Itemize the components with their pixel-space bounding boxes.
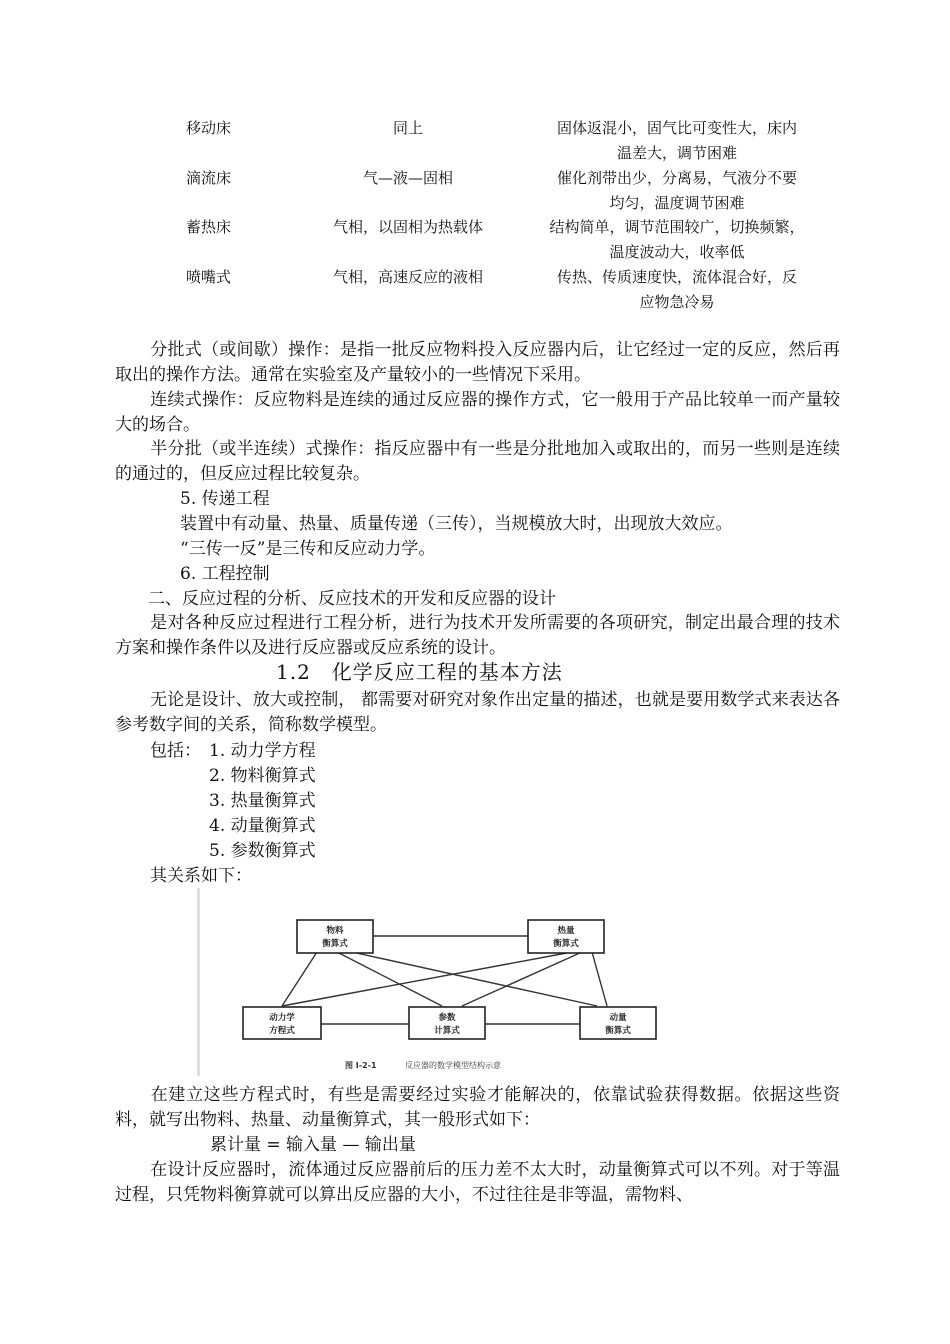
reactor-features: 固体返混小，固气比可变性大，床内 温差大，调节困难 — [556, 119, 797, 162]
reactor-features: 传热、传质速度快，流体混合好，反 应物急冷易 — [556, 268, 797, 311]
figure-caption-text: 反应器的数学模型结构示意 — [405, 1061, 501, 1070]
paragraph-closing-2: 在设计反应器时，流体通过反应器前后的压力差不太大时，动量衡算式可以不列。对于等温过程，只凭物料衡算就可以算出反应器的大小，不过往往是非等温，需物料、 — [115, 1160, 840, 1205]
list-item: 2. 物料衡算式 — [209, 766, 316, 786]
figure-caption-number: 图 I-2-1 — [345, 1061, 377, 1070]
reactor-type: 喷嘴式 — [186, 268, 232, 286]
reactor-type: 移动床 — [186, 119, 232, 137]
paragraph-continuous: 连续式操作：反应物料是连续的通过反应器的操作方式，它一般用于产品比较单一而产量较大的场合。 — [115, 390, 840, 435]
section-6-title: 6. 工程控制 — [180, 564, 270, 584]
reactor-type: 滴流床 — [186, 169, 232, 187]
param-label-1: 参数 — [438, 1013, 456, 1023]
balance-equation: 累计量 = 输入量 — 输出量 — [210, 1135, 416, 1155]
param-label-2: 计算式 — [434, 1026, 460, 1036]
section-5-line2: “三传一反”是三传和反应动力学。 — [180, 539, 436, 559]
reactor-features: 结构简单，调节范围较广，切换频繁， 温度波动大，收率低 — [549, 218, 805, 261]
relation-label: 其关系如下： — [150, 866, 252, 886]
momentum-label-2: 衡算式 — [605, 1026, 631, 1036]
section-heading: 1.2 化学反应工程的基本方法 — [276, 660, 563, 684]
reactor-phase: 同上 — [392, 119, 423, 137]
part-2-body: 是对各种反应过程进行工程分析，进行为技术开发所需要的各项研究，制定出最合理的技术方案和操作条件以及进行反应器或反应系统的设计。 — [115, 613, 840, 658]
model-structure-diagram — [197, 888, 688, 1076]
list-item: 5. 参数衡算式 — [209, 841, 316, 861]
section-5-line1: 装置中有动量、热量、质量传递（三传），当规模放大时，出现放大效应。 — [180, 514, 733, 534]
material-label-2: 衡算式 — [322, 939, 348, 949]
reactor-features: 催化剂带出少，分离易，气液分不要 均匀，温度调节困难 — [556, 169, 797, 212]
part-2-title: 二、反应过程的分析、反应技术的开发和反应器的设计 — [148, 589, 556, 609]
heat-label-2: 衡算式 — [553, 939, 579, 949]
list-item: 4. 动量衡算式 — [209, 816, 316, 836]
reactor-type: 蓄热床 — [186, 218, 232, 236]
methods-intro: 无论是设计、放大或控制， 都需要对研究对象作出定量的描述，也就是要用数学式来表达各参考数字间的关系，简称数学模型。 — [115, 690, 840, 735]
list-item: 3. 热量衡算式 — [209, 791, 316, 811]
include-label: 包括： — [150, 741, 201, 761]
section-5-title: 5. 传递工程 — [180, 489, 270, 509]
list-item: 1. 动力学方程 — [209, 741, 316, 761]
reactor-phase: 气相，高速反应的液相 — [332, 268, 483, 286]
paragraph-semi-batch: 半分批（或半连续）式操作：指反应器中有一些是分批地加入或取出的，而另一些则是连续的通过的，但反应过程比较复杂。 — [115, 439, 840, 484]
kinetics-label-1: 动力学 — [269, 1013, 295, 1023]
momentum-label-1: 动量 — [609, 1013, 627, 1023]
model-structure-figure — [197, 888, 688, 1076]
material-label-1: 物料 — [326, 926, 344, 936]
paragraph-closing-1: 在建立这些方程式时，有些是需要经过实验才能解决的，依靠试验获得数据。依据这些资料，就写出物料、热量、动量衡算式，其一般形式如下： — [115, 1085, 840, 1130]
reactor-phase: 气相，以固相为热载体 — [332, 218, 483, 236]
paragraph-batch: 分批式（或间歇）操作：是指一批反应物料投入反应器内后，让它经过一定的反应，然后再取出的操作方法。通常在实验室及产量较小的一些情况下采用。 — [115, 340, 840, 385]
kinetics-label-2: 方程式 — [269, 1026, 295, 1036]
reactor-phase: 气—液—固相 — [362, 169, 453, 187]
heat-label-1: 热量 — [557, 926, 575, 936]
